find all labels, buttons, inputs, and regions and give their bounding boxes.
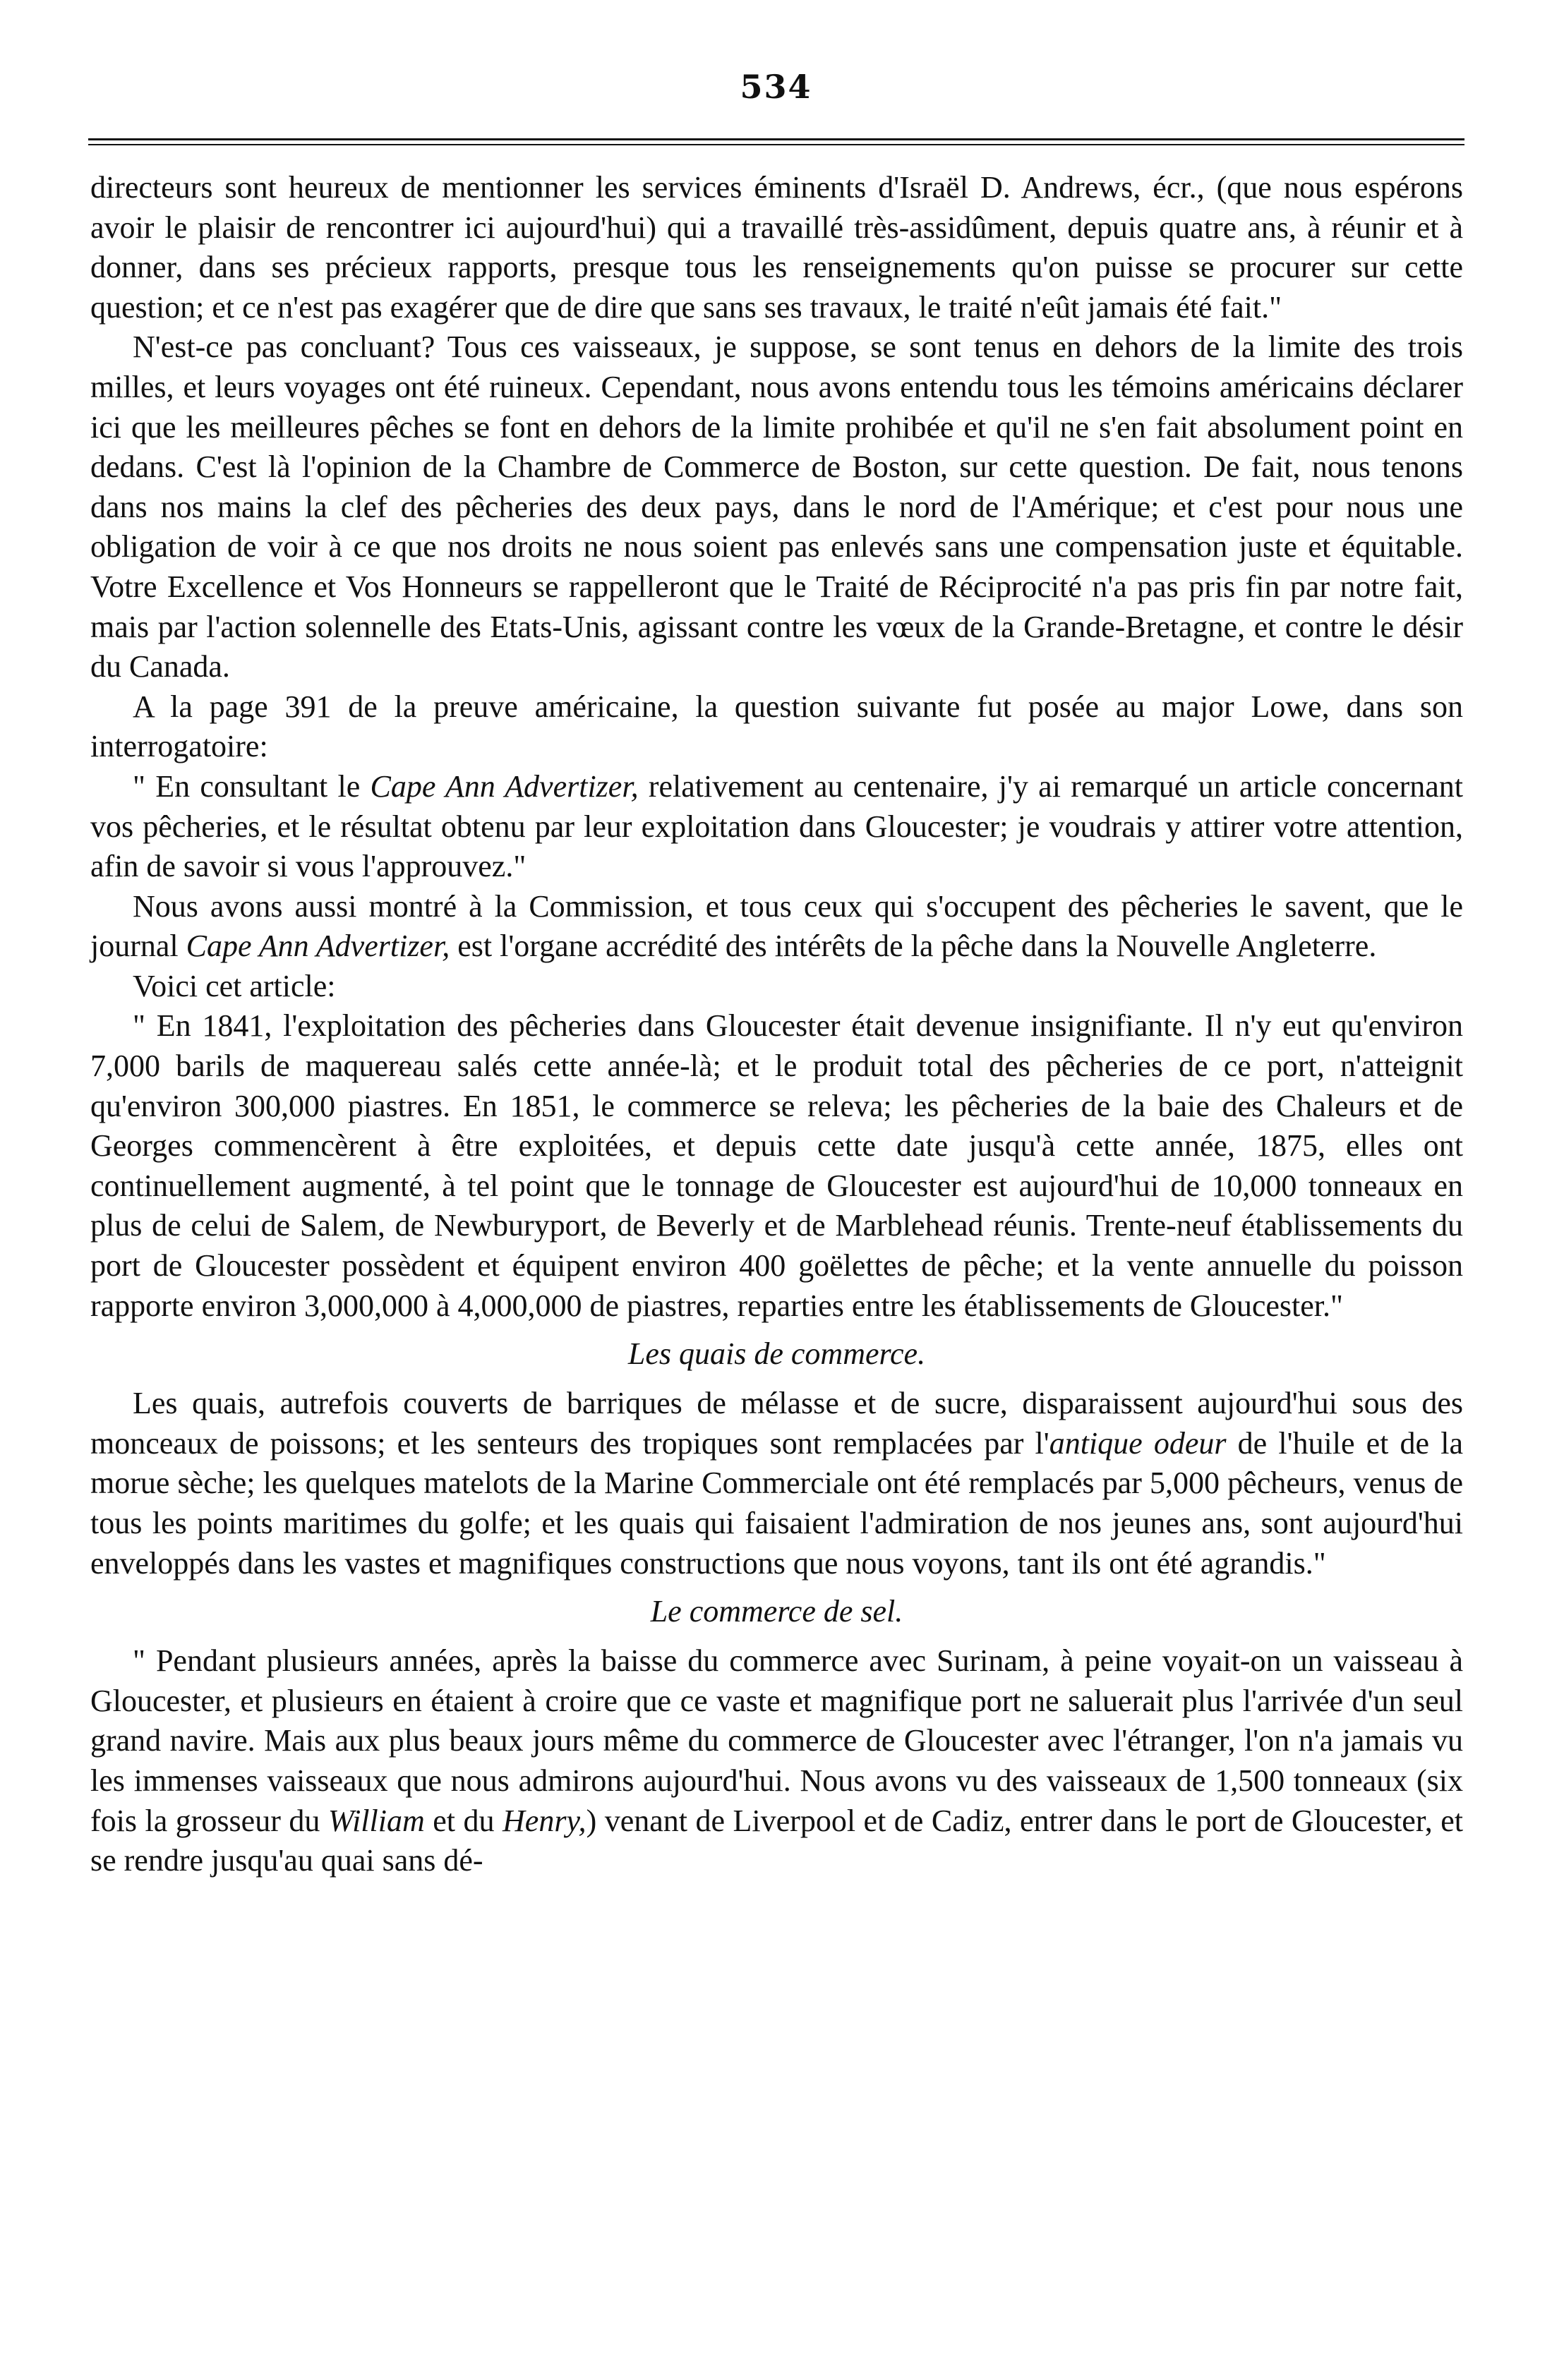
page-number: 534 [740,68,812,106]
header-rule [88,138,1464,140]
section-heading: Le commerce de sel. [650,1594,903,1629]
newspaper-title: Cape Ann Advertizer, [186,929,450,964]
section-heading: Les quais de commerce. [627,1336,926,1372]
quoted-paragraph [90,1641,1463,1881]
text-run: est l'organe accrédité des intérêts de la pêche dans la Nouvelle Angleterre. [450,929,1377,964]
body-text [90,168,1463,1881]
quoted-paragraph [90,767,1463,887]
quoted-paragraph: " En 1841, l'exploitation des pêcheries dans Gloucester était devenue insignifiante. Il n'y eut qu'environ 7,000 barils de maquereau salés cette année-là; et le produit total des pêcheries de ce port, n'atteignit qu'environ 300,000 piastres. En 1851, le commerce se releva; les pêcheries de la baie des Chaleurs et de Georges commencèrent à être exploitées, et depuis cette date jusqu'à cette année, 1875, elles ont continuellement augmenté, à tel point que le tonnage de Gloucester est aujourd'hui de 10,000 tonneaux en plus de celui de Salem, de Newburyport, de Beverly et de Marblehead réunis. Trente-neuf établissements du port de Gloucester possèdent et équipent environ 400 goëlettes de pêche; et la vente annuelle du poisson rapporte environ 3,000,000 à 4,000,000 de piastres, reparties entre les établissements de Gloucester." [90,1008,1463,1323]
paragraph: N'est-ce pas concluant? Tous ces vaisseaux, je suppose, se sont tenus en dehors de la limite des trois milles, et leurs voyages ont été ruineux. Cependant, nous avons entendu tous les témoins américains déclarer ici que les meilleures pêches se font en dehors de la limite prohibée et qu'il ne s'en fait absolument point en dedans. C'est là l'opinion de la Chambre de Commerce de Boston, sur cette question. De fait, nous tenons dans nos mains la clef des pêcheries des deux pays, dans le nord de l'Amérique; et c'est pour nous une obligation de voir à ce que nos droits ne nous soient pas enlevés sans une compensation juste et équitable. Votre Excellence et Vos Honneurs se rappelleront que le Traité de Réciprocité n'a pas pris fin par notre fait, mais par l'action solennelle des Etats-Unis, agissant contre les vœux de la Grande-Bretagne, et contre le désir du Canada. [90,330,1463,684]
text-run: de l'huile et de la morue sèche; les quelques matelots de la Marine Commerciale ont été remplacés par 5,000 pêcheurs, venus de tous les points maritimes du golfe; et les quais qui faisaient l'admiration de nos jeunes ans, sont aujourd'hui enveloppés dans les vastes et magnifiques constructions que nous voyons, tant ils ont été agrandis." [90,1425,1463,1581]
text-run: relativement au centenaire, j'y ai remarqué un article concernant vos pêcheries, et le résultat obtenu par leur exploitation dans Gloucester; je voudrais y attirer votre attention, afin de savoir si vous l'approuvez." [90,768,1463,884]
text-run: Nous avons aussi montré à la Commission, et tous ceux qui s'occupent des pêcheries le savent, que le journal [90,888,1463,964]
text-run: " Pendant plusieurs années, après la baisse du commerce avec Surinam, à peine voyait-on un vaisseau à Gloucester, et plusieurs en étaient à croire que ce vaste et magnifique port ne saluerait plus l'arrivée d'un seul grand navire. Mais aux plus beaux jours même du commerce de Gloucester avec l'étranger, l'on n'a jamais vu les immenses vaisseaux que nous admirons aujourd'hui. Nous avons vu des vaisseaux de 1,500 tonneaux (six fois la grosseur du [90,1643,1463,1838]
paragraph: A la page 391 de la preuve américaine, la question suivante fut posée au major Lowe, dans son interrogatoire: [90,689,1463,764]
paragraph [90,1384,1463,1583]
text-run: et du [424,1803,503,1838]
paragraph: directeurs sont heureux de mentionner les services éminents d'Israël D. Andrews, écr., (que nous espérons avoir le plaisir de rencontrer ici aujourd'hui) qui a travaillé très-assidûment, depuis quatre ans, à réunir et à donner, dans ses précieux rapports, presque tous les renseignements qu'on puisse se procurer sur cette question; et ce n'est pas exagérer que de dire que sans ses travaux, le traité n'eût jamais été fait." [90,170,1463,325]
text-run: " En consultant le [133,768,371,804]
text-run: ) venant de Liverpool et de Cadiz, entrer dans le port de Gloucester, et se rendre jusqu'au quai sans dé- [90,1803,1463,1878]
header-rule-thin [88,144,1464,145]
emphasis: antique odeur [1049,1425,1227,1461]
paragraph: Voici cet article: [133,968,336,1003]
paragraph [90,887,1463,967]
ship-name: William [327,1803,425,1838]
text-run: Les quais, autrefois couverts de barriques de mélasse et de sucre, disparaissent aujourd'hui sous des monceaux de poissons; et les senteurs des tropiques sont remplacées par l' [90,1386,1463,1461]
newspaper-title: Cape Ann Advertizer, [370,768,639,804]
ship-name: Henry, [503,1803,586,1838]
